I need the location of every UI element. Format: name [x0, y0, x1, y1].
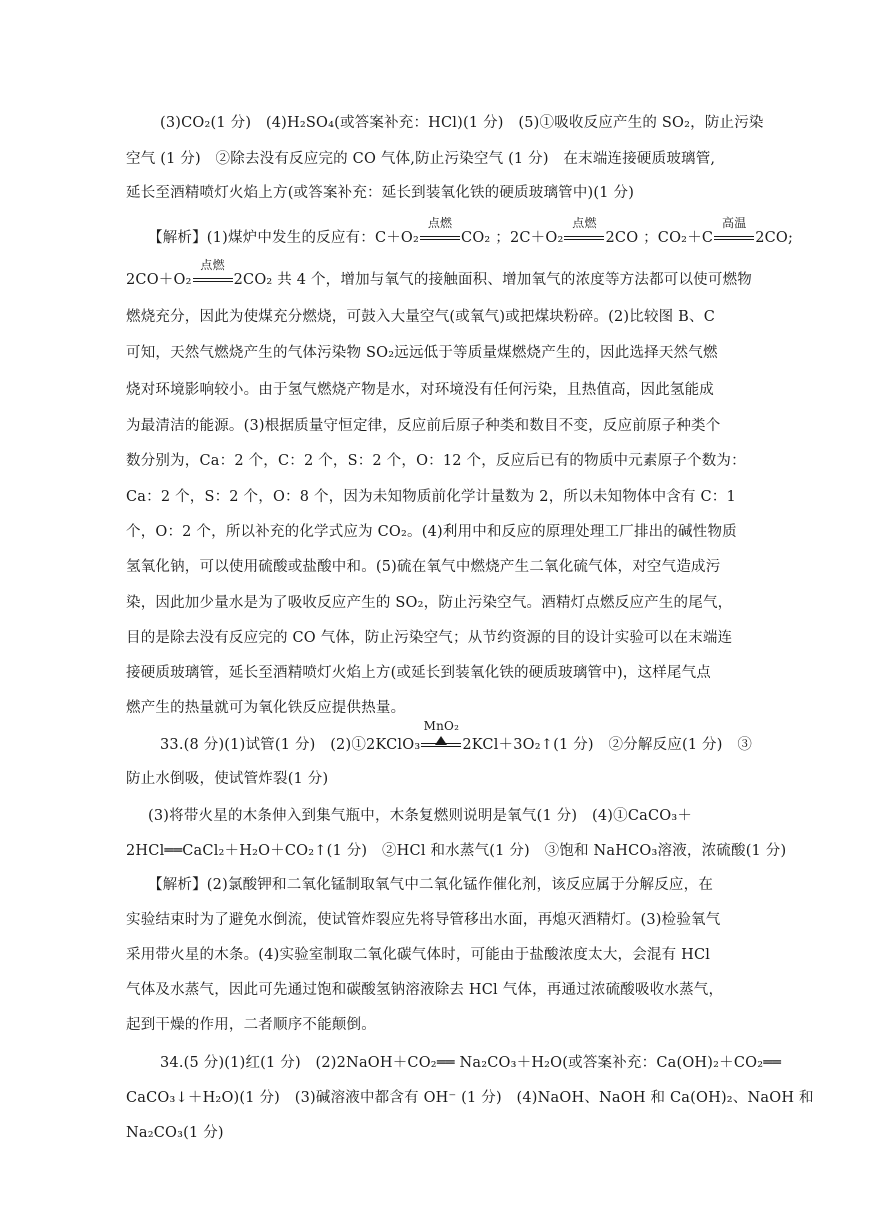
question-34-line-2: CaCO₃↓＋H₂O)(1 分) (3)碱溶液中都含有 OH⁻ (1 分) (4)NaOH、NaOH 和 Ca(OH)₂、NaOH 和	[126, 1090, 814, 1106]
question-33-analysis-4: 气体及水蒸气，因此可先通过饱和碳酸氢钠溶液除去 HCl 气体，再通过浓硫酸吸收水蒸气，	[126, 982, 724, 998]
question-33-analysis-2: 实验结束时为了避免水倒流，使试管炸裂应先将导管移出水面，再熄灭酒精灯。(3)检验氧气	[126, 912, 721, 928]
question-33-line-1	[160, 719, 780, 755]
analysis-text: 【解析】(1)煤炉中发生的反应有：C＋O₂	[148, 230, 420, 246]
analysis-line-7: 数分别为，Ca：2 个，C：2 个，S：2 个，O：12 个，反应后已有的物质中元素原子个数为：	[126, 453, 746, 469]
analysis-text: 2CO ；CO₂＋C	[605, 230, 714, 246]
analysis-line-12: 目的是除去没有反应完的 CO 气体，防止污染空气；从节约资源的目的设计实验可以在末端连	[126, 630, 733, 646]
analysis-line-3: 燃烧充分，因此为使煤充分燃烧，可鼓入大量空气(或氧气)或把煤块粉碎。(2)比较图 B、C	[126, 309, 716, 325]
question-33-line-3: (3)将带火星的木条伸入到集气瓶中，木条复燃则说明是氧气(1 分) (4)①CaCO₃＋	[148, 808, 693, 824]
answer-text: 33.(8 分)(1)试管(1 分) (2)①2KClO₃	[160, 737, 421, 753]
answer-line-1: (3)CO₂(1 分) (4)H₂SO₄(或答案补充：HCl)(1 分) (5)①吸收反应产生的 SO₂，防止污染	[160, 115, 764, 131]
analysis-text: CO₂ ；2C＋O₂	[461, 230, 564, 246]
analysis-line-6: 为最清洁的能源。(3)根据质量守恒定律，反应前后原子种类和数目不变，反应前原子种类个	[126, 418, 721, 434]
heating-triangle-icon	[435, 736, 447, 745]
question-33-line-2: 防止水倒吸，使试管炸裂(1 分)	[126, 771, 329, 787]
question-34-line-1: 34.(5 分)(1)红(1 分) (2)2NaOH＋CO₂══ Na₂CO₃＋H₂O(或答案补充：Ca(OH)₂＋CO₂══	[160, 1055, 782, 1071]
analysis-line-2	[126, 258, 752, 290]
analysis-line-8: Ca：2 个，S：2 个，O：8 个，因为未知物质前化学计量数为 2，所以未知物体中含有 C：1	[126, 489, 736, 505]
analysis-text: 2CO;	[755, 230, 794, 246]
analysis-text: 2CO₂ 共 4 个，增加与氧气的接触面积、增加氧气的浓度等方法都可以使可燃物	[233, 272, 752, 288]
answer-line-3: 延长至酒精喷灯火焰上方(或答案补充：延长到装氧化铁的硬质玻璃管中)(1 分)	[126, 185, 635, 201]
reaction-condition: 点燃	[193, 270, 233, 290]
question-33-analysis-1: 【解析】(2)氯酸钾和二氧化锰制取氧气中二氧化锰作催化剂，该反应属于分解反应，在	[148, 877, 714, 893]
question-33-analysis-5: 起到干燥的作用，二者顺序不能颠倒。	[126, 1017, 376, 1033]
question-33-analysis-3: 采用带火星的木条。(4)实验室制取二氧化碳气体时，可能由于盐酸浓度太大，会混有 HCl	[126, 947, 711, 963]
analysis-line-4: 可知，天然气燃烧产生的气体污染物 SO₂远远低于等质量煤燃烧产生的，因此选择天然气燃	[126, 345, 718, 361]
analysis-line-10: 氢氧化钠，可以使用硫酸或盐酸中和。(5)硫在氧气中燃烧产生二氧化硫气体，对空气造成污	[126, 559, 721, 575]
question-34-line-3: Na₂CO₃(1 分)	[126, 1125, 224, 1141]
question-33-line-4: 2HCl══CaCl₂＋H₂O＋CO₂↑(1 分) ②HCl 和水蒸气(1 分) ③饱和 NaHCO₃溶液，浓硫酸(1 分)	[126, 843, 787, 859]
reaction-condition: MnO₂	[421, 735, 461, 755]
reaction-condition: 高温	[714, 228, 754, 248]
answer-text: 2KCl＋3O₂↑(1 分) ②分解反应(1 分) ③	[462, 737, 753, 753]
reaction-condition: 点燃	[420, 228, 460, 248]
analysis-line-9: 个，O：2 个，所以补充的化学式应为 CO₂。(4)利用中和反应的原理处理工厂排出的碱性物质	[126, 524, 737, 540]
reaction-condition: 点燃	[564, 228, 604, 248]
analysis-line-13: 接硬质玻璃管，延长至酒精喷灯火焰上方(或延长到装氧化铁的硬质玻璃管中)，这样尾气点	[126, 665, 712, 681]
analysis-text: 2CO＋O₂	[126, 272, 192, 288]
analysis-line-1	[148, 216, 794, 248]
analysis-line-14: 燃产生的热量就可为氧化铁反应提供热量。	[126, 700, 406, 716]
analysis-line-5: 烧对环境影响较小。由于氢气燃烧产物是水，对环境没有任何污染，且热值高，因此氢能成	[126, 382, 714, 398]
answer-line-2: 空气 (1 分) ②除去没有反应完的 CO 气体,防止污染空气 (1 分) 在末端连接硬质玻璃管,	[126, 151, 716, 167]
analysis-line-11: 染，因此加少量水是为了吸收反应产生的 SO₂，防止污染空气。酒精灯点燃反应产生的尾气，	[126, 595, 733, 611]
